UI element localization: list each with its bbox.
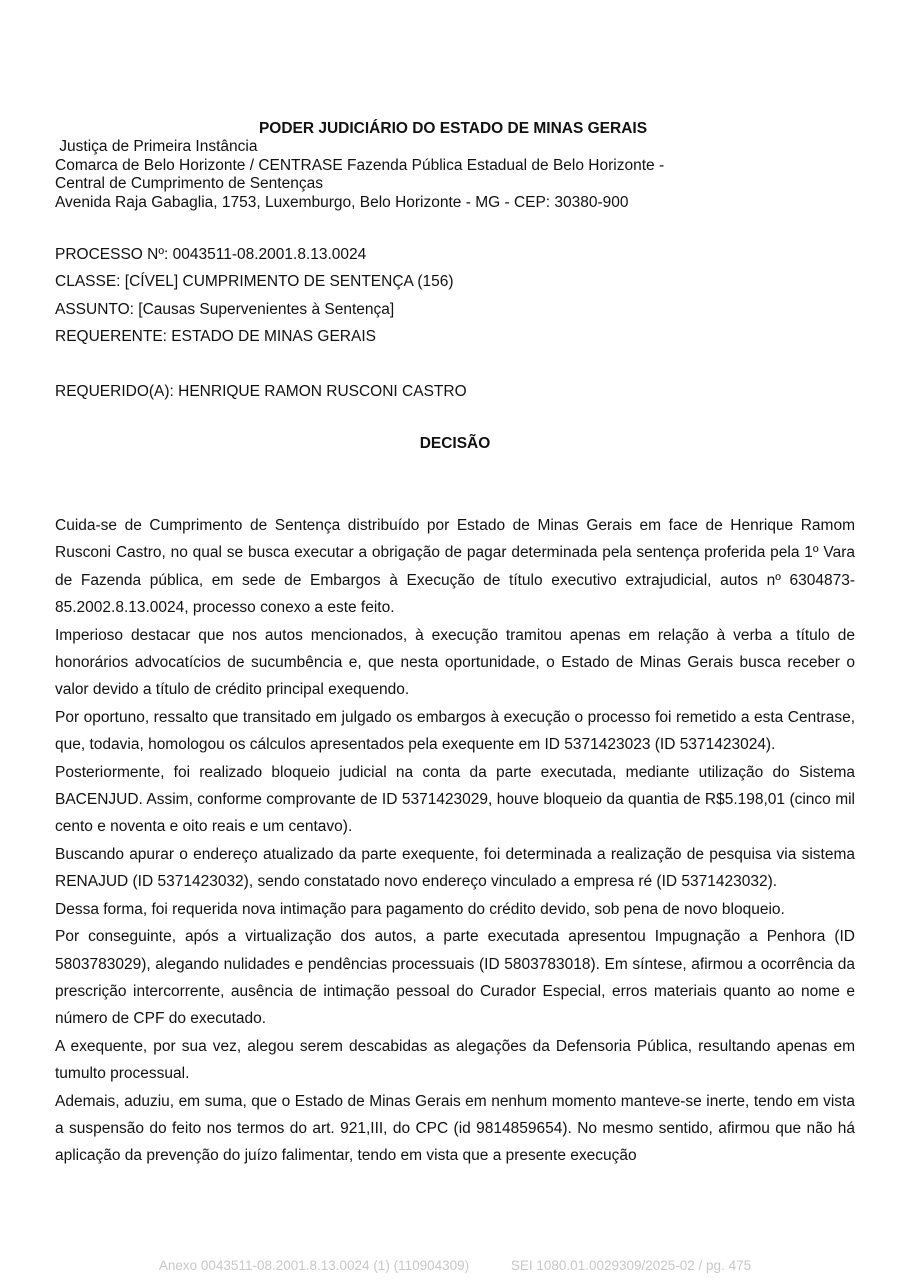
court-header: [55, 138, 855, 212]
footer-sei-reference: SEI 1080.01.0029309/2025-02 / pg. 475: [510, 1258, 752, 1273]
case-number: PROCESSO Nº: 0043511-08.2001.8.13.0024: [55, 246, 367, 263]
case-class: CLASSE: [CÍVEL] CUMPRIMENTO DE SENTENÇA (156): [55, 273, 454, 290]
paragraph: Imperioso destacar que nos autos mencionados, à execução tramitou apenas em relação à verba a título de honorários advocatícios de sucumbência e, que nesta oportunidade, o Estado de Minas Gerais busca receber o valor devido a título de crédito principal exequendo.: [55, 626, 855, 699]
case-plaintiff: REQUERENTE: ESTADO DE MINAS GERAIS: [55, 328, 376, 345]
court-title: PODER JUDICIÁRIO DO ESTADO DE MINAS GERAIS: [258, 120, 648, 137]
court-address: Avenida Raja Gabaglia, 1753, Luxemburgo, Belo Horizonte - MG - CEP: 30380-900: [55, 193, 629, 211]
paragraph: Cuida-se de Cumprimento de Sentença distribuído por Estado de Minas Gerais em face de Henrique Ramom Rusconi Castro, no qual se busca executar a obrigação de pagar determinada pela sentença proferida pela 1º Vara de Fazenda pública, em sede de Embargos à Execução de título executivo extrajudicial, autos nº 6304873-85.2002.8.13.0024, processo conexo a este feito.: [55, 517, 855, 617]
paragraph: Posteriormente, foi realizado bloqueio judicial na conta da parte executada, mediante utilização do Sistema BACENJUD. Assim, conforme comprovante de ID 5371423029, houve bloqueio da quantia de R$5.198,01 (cinco mil cento e noventa e oito reais e um centavo).: [55, 763, 855, 836]
paragraph: Ademais, aduziu, em suma, que o Estado de Minas Gerais em nenhum momento manteve-se inerte, tendo em vista a suspensão do feito nos termos do art. 921,III, do CPC (id 9814859654). No mesmo sentido, afirmou que não há aplicação da prevenção do juízo falimentar, tendo em vista que a presente execução: [55, 1092, 855, 1165]
paragraph: Por oportuno, ressalto que transitado em julgado os embargos à execução o processo foi remetido a esta Centrase, que, todavia, homologou os cálculos apresentados pela exequente em ID 5371423023 (ID 5371423024).: [55, 708, 855, 754]
footer-annex: Anexo 0043511-08.2001.8.13.0024 (1) (110904309): [158, 1258, 470, 1273]
decision-body: [55, 512, 855, 1170]
paragraph: Por conseguinte, após a virtualização dos autos, a parte executada apresentou Impugnação a Penhora (ID 5803783029), alegando nulidades e pendências processuais (ID 5803783018). Em síntese, afirmou a ocorrência da prescrição intercorrente, ausência de intimação pessoal do Curador Especial, erros materiais quanto ao nome e número de CPF do executado.: [55, 928, 855, 1028]
paragraph: Buscando apurar o endereço atualizado da parte exequente, foi determinada a realização de pesquisa via sistema RENAJUD (ID 5371423032), sendo constatado novo endereço vinculado a empresa ré (ID 5371423032).: [55, 845, 855, 891]
comarca-line-1: Comarca de Belo Horizonte / CENTRASE Fazenda Pública Estadual de Belo Horizonte -: [55, 156, 665, 174]
decision-title: DECISÃO: [419, 435, 491, 452]
comarca-line-2: Central de Cumprimento de Sentenças: [55, 175, 323, 192]
case-defendant: REQUERIDO(A): HENRIQUE RAMON RUSCONI CASTRO: [55, 383, 467, 400]
page-footer: [0, 1257, 910, 1274]
paragraph: Dessa forma, foi requerida nova intimação para pagamento do crédito devido, sob pena de novo bloqueio.: [55, 900, 785, 918]
instance-line: Justiça de Primeira Instância: [55, 138, 258, 155]
case-subject: ASSUNTO: [Causas Supervenientes à Sentença]: [55, 301, 395, 318]
paragraph: A exequente, por sua vez, alegou serem descabidas as alegações da Defensoria Pública, resultando apenas em tumulto processual.: [55, 1037, 855, 1083]
